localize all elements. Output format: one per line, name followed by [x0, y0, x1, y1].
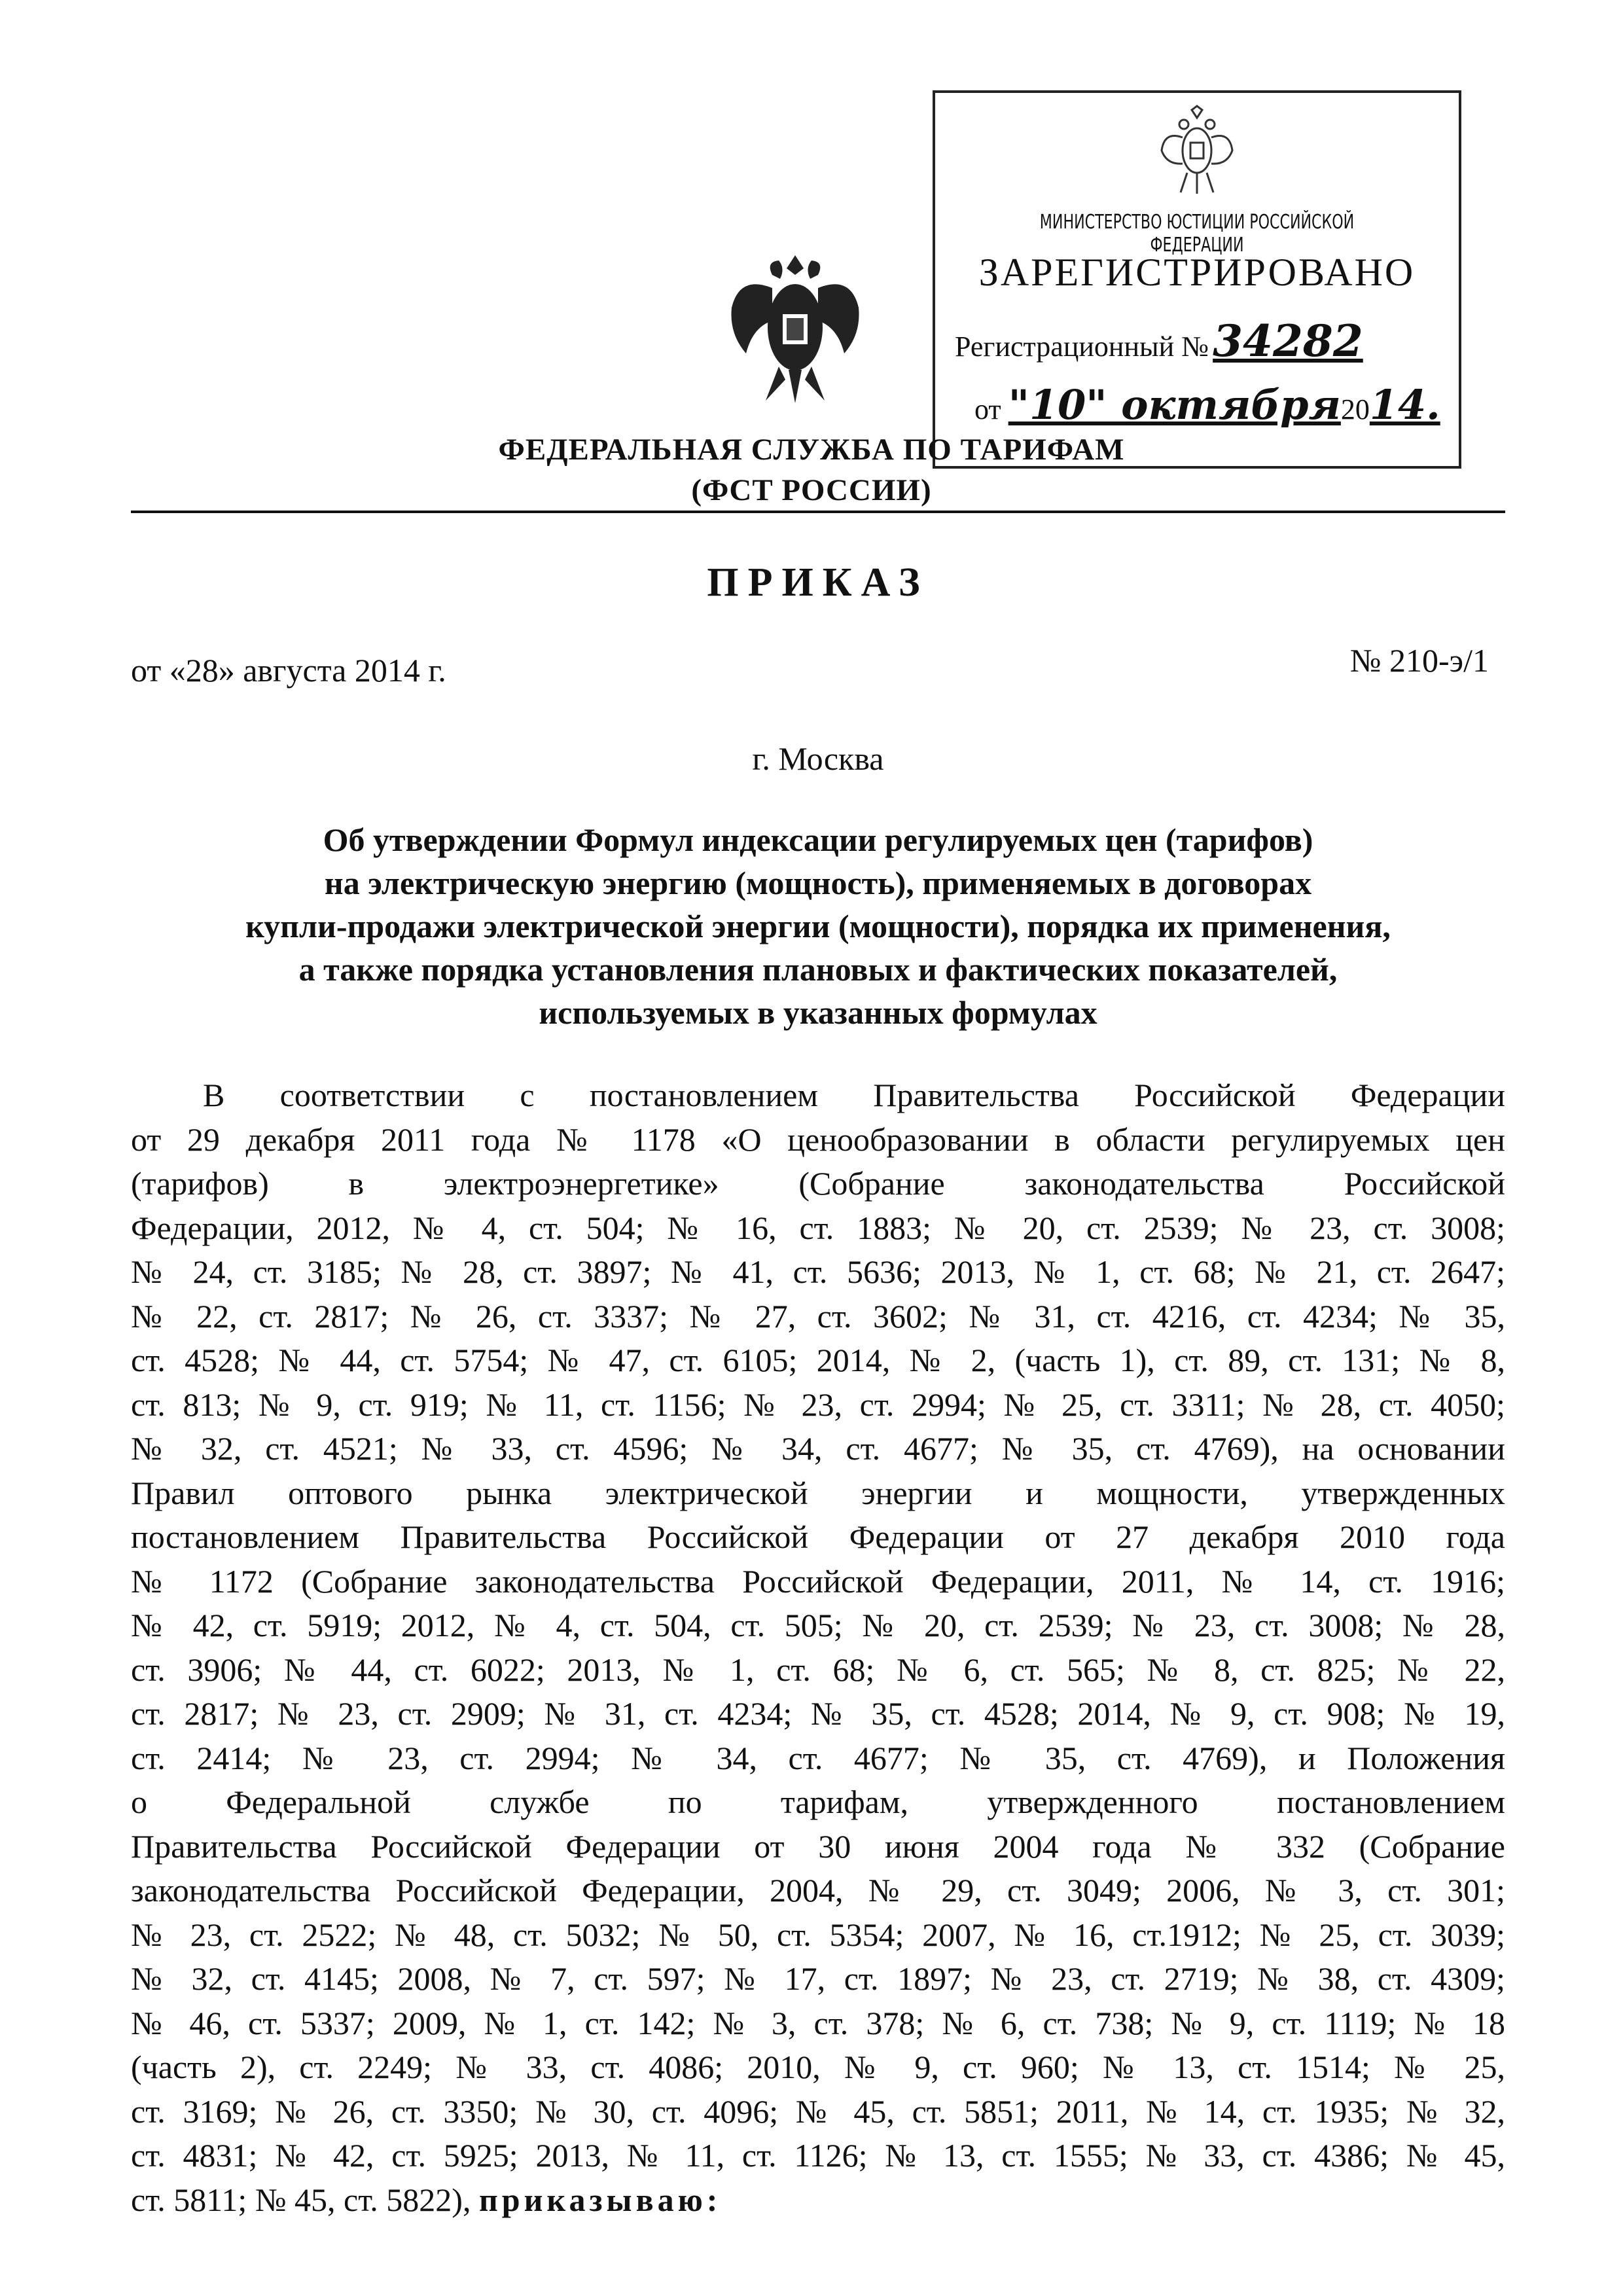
preamble-line: № 24, ст. 3185; № 28, ст. 3897; № 41, ст. 5636; 2013, № 1, ст. 68; № 21, ст. 2647; [131, 1253, 1505, 1290]
preamble-line: (тарифов) в электроэнергетике» (Собрание законодательства Российской [131, 1165, 1505, 1202]
order-number: № 210-э/1 [1349, 642, 1489, 679]
preamble-last-text: ст. 5811; № 45, ст. 5822), [131, 2181, 471, 2218]
preamble-line: № 1172 (Собрание законодательства Российской Федерации, 2011, № 14, ст. 1916; [131, 1562, 1505, 1600]
registration-year-handwritten: 14. [1369, 381, 1440, 429]
registration-date-handwritten: "10" октября [1008, 381, 1341, 429]
ministry-of-justice-label: МИНИСТЕРСТВО ЮСТИЦИИ РОССИЙСКОЙ ФЕДЕРАЦИИ [1039, 211, 1355, 257]
registration-date-label: от [974, 393, 1001, 425]
preamble-line: о Федеральной службе по тарифам, утвержденного постановлением [131, 1784, 1505, 1820]
preamble-line: постановлением Правительства Российской Федерации от 27 декабря 2010 года [131, 1518, 1505, 1555]
preamble-line: № 23, ст. 2522; № 48, ст. 5032; № 50, ст. 5354; 2007, № 16, ст.1912; № 25, ст. 3039; [131, 1916, 1505, 1953]
preamble-line: № 32, ст. 4521; № 33, ст. 4596; № 34, ст. 4677; № 35, ст. 4769), на основании [131, 1430, 1505, 1467]
preamble-line: ст. 3906; № 44, ст. 6022; 2013, № 1, ст. 68; № 6, ст. 565; № 8, ст. 825; № 22, [131, 1651, 1505, 1688]
preamble-line: № 32, ст. 4145; 2008, № 7, ст. 597; № 17, ст. 1897; № 23, ст. 2719; № 38, ст. 4309; [131, 1960, 1505, 1997]
subject-line: используемых в указанных формулах [539, 994, 1097, 1031]
registration-date-row [974, 381, 1440, 429]
order-city: г. Москва [752, 740, 884, 777]
preamble-line: Правил оптового рынка электрической энергии и мощности, утвержденных [131, 1474, 1505, 1511]
preamble-line: Федерации, 2012, № 4, ст. 504; № 16, ст. 1883; № 20, ст. 2539; № 23, ст. 3008; [131, 1209, 1505, 1246]
order-subject [131, 818, 1505, 1034]
preamble-line: от 29 декабря 2011 года № 1178 «О ценообразовании в области регулируемых цен [131, 1121, 1505, 1158]
preamble-line: Правительства Российской Федерации от 30 июня 2004 года № 332 (Собрание [131, 1827, 1505, 1865]
agency-short-name: (ФСТ РОССИИ) [691, 473, 932, 507]
preamble-line: (часть 2), ст. 2249; № 33, ст. 4086; 2010, № 9, ст. 960; № 13, ст. 1514; № 25, [131, 2049, 1505, 2085]
preamble-line: В соответствии с постановлением Правительства Российской Федерации [203, 1077, 1505, 1113]
registration-number-handwritten: 34282 [1213, 315, 1363, 367]
preamble-line: ст. 2817; № 23, ст. 2909; № 31, ст. 4234; № 35, ст. 4528; 2014, № 9, ст. 908; № 19, [131, 1695, 1505, 1732]
preamble-line: № 46, ст. 5337; 2009, № 1, ст. 142; № 3, ст. 378; № 6, ст. 738; № 9, ст. 1119; № 18 [131, 2004, 1505, 2041]
preamble-line: ст. 4528; № 44, ст. 5754; № 47, ст. 6105; 2014, № 2, (часть 1), ст. 89, ст. 131; № 8, [131, 1342, 1505, 1378]
preamble-line: № 42, ст. 5919; 2012, № 4, ст. 504, ст. 505; № 20, ст. 2539; № 23, ст. 3008; № 28, [131, 1607, 1505, 1643]
subject-line: на электрическую энергию (мощность), применяемых в договорах [324, 865, 1312, 901]
coat-of-arms-icon [726, 249, 864, 406]
registration-number-row [955, 315, 1363, 367]
registration-stamp [933, 90, 1461, 469]
order-preamble [131, 1073, 1505, 2222]
preamble-line: ст. 2414; № 23, ст. 2994; № 34, ст. 4677; № 35, ст. 4769), и Положения [131, 1739, 1505, 1776]
preamble-line: законодательства Российской Федерации, 2004, № 29, ст. 3049; 2006, № 3, ст. 301; [131, 1872, 1505, 1909]
preamble-line: ст. 4831; № 42, ст. 5925; 2013, № 11, ст. 1126; № 13, ст. 1555; № 33, ст. 4386; № 45, [131, 2137, 1505, 2174]
order-directive: приказываю: [478, 2181, 722, 2218]
preamble-line: ст. 3169; № 26, ст. 3350; № 30, ст. 4096; № 45, ст. 5851; 2011, № 14, ст. 1935; № 32, [131, 2092, 1505, 2130]
header-divider [131, 511, 1505, 513]
preamble-line: № 22, ст. 2817; № 26, ст. 3337; № 27, ст. 3602; № 31, ст. 4216, ст. 4234; № 35, [131, 1297, 1505, 1335]
subject-line: купли-продажи электрической энергии (мощности), порядка их применения, [245, 908, 1391, 944]
registered-label: ЗАРЕГИСТРИРОВАНО [978, 251, 1416, 294]
order-date: от «28» августа 2014 г. [131, 652, 446, 689]
subject-line: Об утверждении Формул индексации регулируемых цен (тарифов) [323, 821, 1313, 858]
registration-year-prefix: 20 [1340, 393, 1370, 425]
document-title: ПРИКАЗ [707, 560, 929, 605]
agency-name: ФЕДЕРАЛЬНАЯ СЛУЖБА ПО ТАРИФАМ [498, 433, 1125, 467]
preamble-line: ст. 813; № 9, ст. 919; № 11, ст. 1156; № 23, ст. 2994; № 25, ст. 3311; № 28, ст. 4050; [131, 1386, 1505, 1423]
preamble-last-line [131, 2178, 1505, 2223]
subject-line: а также порядка установления плановых и фактических показателей, [298, 951, 1338, 988]
double-headed-eagle-icon [1158, 105, 1236, 196]
registration-number-label: Регистрационный № [955, 331, 1209, 363]
